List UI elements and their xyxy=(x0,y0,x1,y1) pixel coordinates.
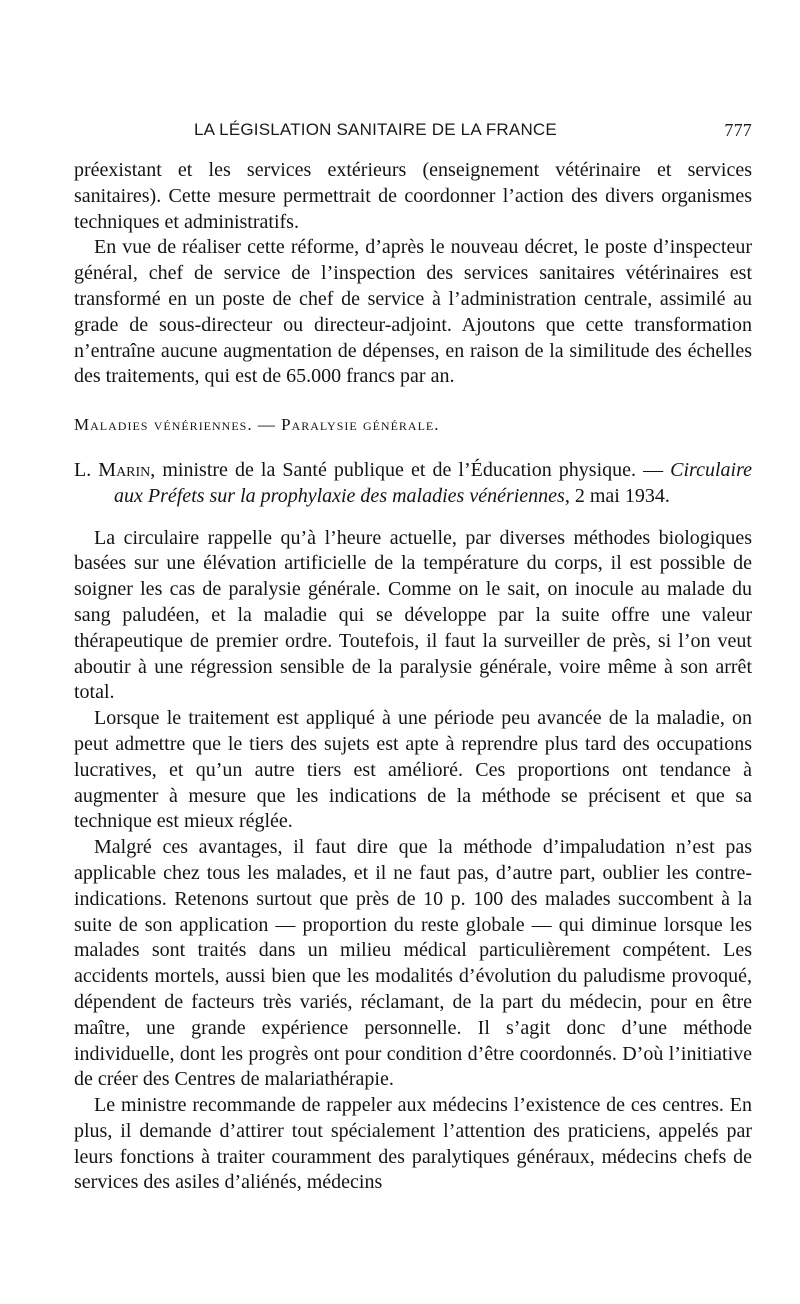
paragraph-continuation: préexistant et les services extérieurs (enseignement vétérinaire et services sanitaires). Cette mesure permettrait de coordonner l’action des divers organismes techniques et administratifs. xyxy=(74,159,752,233)
paragraph-circular-summary: La circulaire rappelle qu’à l’heure actuelle, par diverses méthodes biologiques basées sur une élévation artificielle de la température du corps, il est possible de soigner les cas de paralysie générale. Comme on le sait, on inocule au malade du sang paludéen, et la maladie qui se développe par la suite offre une valeur thérapeutique de premier ordre. Toutefois, il faut la surveiller de près, si l’on veut aboutir à une régression sensible de la paralysie générale, voire même à son arrêt total. xyxy=(74,526,752,704)
citation-date: , 2 mai 1934. xyxy=(564,484,670,507)
body-text xyxy=(74,158,752,1196)
section-heading: Maladies vénériennes. — Paralysie générale. xyxy=(74,415,440,435)
running-title: LA LÉGISLATION SANITAIRE DE LA FRANCE xyxy=(194,120,557,139)
paragraph-treatment-results: Lorsque le traitement est appliqué à une période peu avancée de la maladie, on peut admettre que le tiers des sujets est apte à reprendre plus tard des occupations lucratives, et qu’un autre tiers est amélioré. Ces proportions ont tendance à augmenter à mesure que les indications de la méthode se précisent et que sa technique est mieux réglée. xyxy=(74,707,752,833)
citation-circular-title: Circulaire aux Préfets sur la prophylaxie des maladies vénériennes xyxy=(114,458,752,507)
paragraph-minister-recommendation: Le ministre recommande de rappeler aux médecins l’existence de ces centres. En plus, il demande d’attirer tout spécialement l’attention des praticiens, appelés par leurs fonctions à traiter couramment des paralytiques généraux, médecins chefs de services des asiles d’aliénés, médecins xyxy=(74,1094,752,1194)
circular-citation xyxy=(74,458,752,510)
running-header xyxy=(74,118,752,144)
citation-author: L. Marin xyxy=(74,458,151,481)
citation-lead: , ministre de la Santé publique et de l’Éducation physique. — xyxy=(150,458,671,481)
document-page xyxy=(74,118,752,1196)
page-number: 777 xyxy=(724,120,752,140)
paragraph-reform: En vue de réaliser cette réforme, d’après le nouveau décret, le poste d’inspecteur général, chef de service de l’inspection des services sanitaires vétérinaires est transformé en un poste de chef de service à l’administration centrale, assimilé au grade de sous-directeur ou directeur-adjoint. Ajoutons que cette transformation n’entraîne aucune augmentation de dépenses, en raison de la similitude des échelles des traitements, qui est de 65.000 francs par an. xyxy=(74,236,752,388)
paragraph-contraindications: Malgré ces avantages, il faut dire que la méthode d’impaludation n’est pas applicable chez tous les malades, et il ne faut pas, d’autre part, oublier les contre-indications. Retenons surtout que près de 10 p. 100 des malades succombent à la suite de son application — proportion du reste globale — qui diminue lorsque les malades sont traités dans un milieu médical particulièrement compétent. Les accidents mortels, aussi bien que les modalités d’évolution du paludisme provoqué, dépendent de facteurs très variés, réclamant, de la part du médecin, pour en être maître, une grande expérience personnelle. Il s’agit donc d’une méthode individuelle, dont les progrès ont pour condition d’être coordonnés. D’où l’initiative de créer des Centres de malariathérapie. xyxy=(74,836,752,1091)
